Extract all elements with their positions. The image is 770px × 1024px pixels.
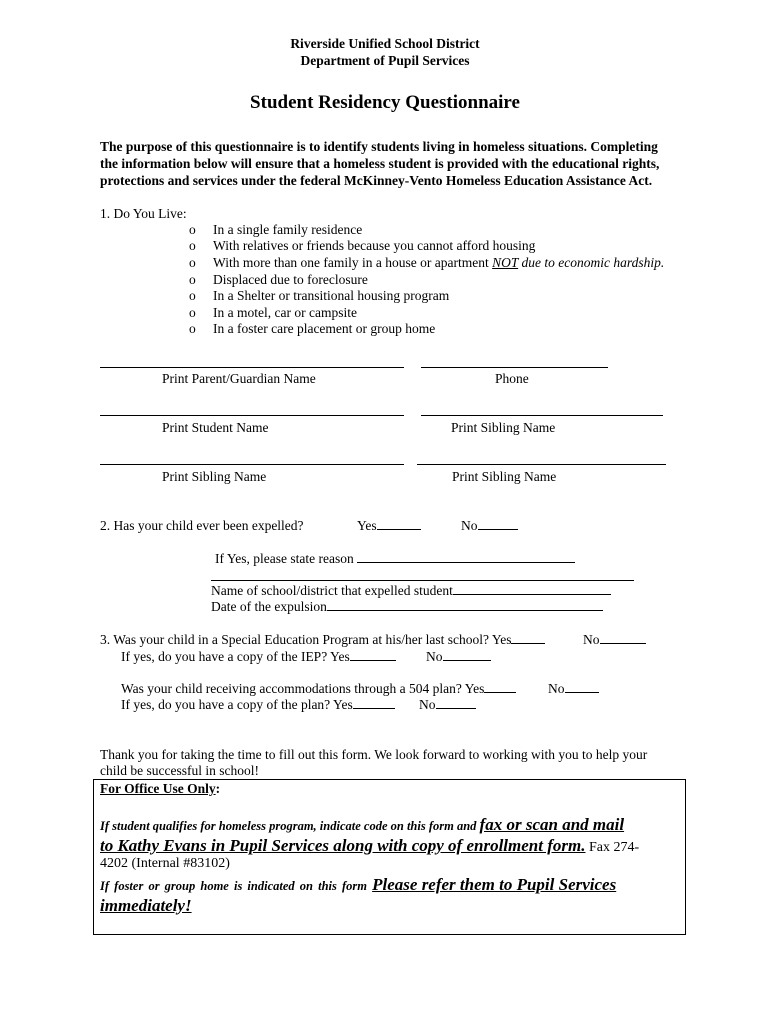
iep-label: If yes, do you have a copy of the IEP? Yes (121, 649, 350, 664)
plan-copy-label: If yes, do you have a copy of the plan? Yes (121, 697, 353, 712)
yes-blank[interactable] (377, 518, 421, 530)
no-blank[interactable] (443, 649, 491, 661)
school-label: Name of school/district that expelled student (211, 583, 453, 598)
q3-plan-copy-no[interactable] (419, 697, 476, 713)
no-label: No (583, 632, 600, 647)
option-main-text: With more than one family in a house or apartment (213, 255, 489, 270)
purpose-line-1: The purpose of this questionnaire is to identify students living in homeless situations. Completing (100, 139, 658, 154)
checkbox-bullet[interactable]: o (189, 288, 196, 303)
no-label: No (426, 649, 443, 664)
office-heading-text: For Office Use Only (100, 781, 216, 796)
office-line-4-hand: Please refer them to Pupil Services (372, 875, 617, 894)
phone-caption: Phone (495, 371, 529, 386)
office-line-2-hand: to Kathy Evans in Pupil Services along with copy of enrollment form. (100, 836, 586, 855)
office-line-4 (100, 875, 616, 895)
q3-plan-copy[interactable] (121, 697, 395, 713)
office-line-5 (100, 896, 192, 916)
office-line-4-lead: If foster or group home is indicated on this form (100, 879, 373, 893)
option-label: In a single family residence (213, 222, 363, 237)
option-label: With relatives or friends because you cannot afford housing (213, 238, 536, 253)
plan504-label: Was your child receiving accommodations through a 504 plan? Yes (121, 681, 485, 696)
reason-continuation-line[interactable] (211, 580, 634, 581)
student-name-caption: Print Student Name (162, 420, 269, 435)
checkbox-bullet[interactable]: o (189, 222, 196, 237)
checkbox-bullet[interactable]: o (189, 321, 196, 336)
school-blank[interactable] (453, 583, 611, 595)
iep-yes-blank[interactable] (350, 649, 396, 661)
q3-question-label: 3. Was your child in a Special Education Program at his/her last school? Yes (100, 632, 512, 647)
no-label: No (548, 681, 565, 696)
no-label: No (461, 518, 478, 533)
option-label: In a motel, car or campsite (213, 305, 357, 320)
office-line-1 (100, 815, 624, 835)
department-name: Department of Pupil Services (300, 53, 470, 68)
phone-line[interactable] (421, 367, 608, 368)
purpose-line-3: protections and services under the federal McKinney-Vento Homeless Education Assistance Act. (100, 173, 653, 188)
no-blank[interactable] (600, 632, 646, 644)
option-suffix: due to economic hardship. (518, 255, 665, 270)
thanks-line-2: child be successful in school! (100, 763, 259, 778)
q2-reason[interactable] (215, 551, 575, 567)
office-line-1-hand: fax or scan and mail (479, 815, 625, 834)
option-label: In a foster care placement or group home (213, 321, 436, 336)
checkbox-bullet[interactable]: o (189, 272, 196, 287)
reason-blank[interactable] (357, 551, 575, 563)
yes-label: Yes (357, 518, 377, 533)
page-title: Student Residency Questionnaire (250, 92, 520, 113)
purpose-line-2: the information below will ensure that a homeless student is provided with the educational rights, (100, 156, 660, 171)
thanks-line-1: Thank you for taking the time to fill out this form. We look forward to working with you to help your (100, 747, 648, 762)
office-line-2 (100, 836, 639, 856)
q3-question[interactable] (100, 632, 545, 648)
sibling-caption-3: Print Sibling Name (452, 469, 557, 484)
q3-504-no[interactable] (548, 681, 599, 697)
plan-copy-yes-blank[interactable] (353, 697, 395, 709)
q3-iep[interactable] (121, 649, 396, 665)
office-heading-colon: : (215, 781, 221, 796)
no-blank[interactable] (478, 518, 518, 530)
checkbox-bullet[interactable]: o (189, 255, 196, 270)
option-label: Displaced due to foreclosure (213, 272, 368, 287)
option-label: In a Shelter or transitional housing program (213, 288, 450, 303)
q3-504[interactable] (121, 681, 516, 697)
date-label: Date of the expulsion (211, 599, 327, 614)
no-label: No (419, 697, 436, 712)
student-name-line[interactable] (100, 415, 404, 416)
reason-label: If Yes, please state reason (215, 551, 354, 566)
no-blank[interactable] (436, 697, 476, 709)
q2-no[interactable] (461, 518, 518, 534)
q3-yes-blank[interactable] (511, 632, 545, 644)
plan504-yes-blank[interactable] (484, 681, 516, 693)
date-blank[interactable] (327, 599, 603, 611)
office-heading (100, 781, 220, 797)
q3-no[interactable] (583, 632, 646, 648)
office-line-1-lead: If student qualifies for homeless program, indicate code on this form and (100, 819, 480, 833)
sibling-line-2[interactable] (100, 464, 404, 465)
q3-iep-no[interactable] (426, 649, 491, 665)
sibling-caption-1: Print Sibling Name (451, 420, 556, 435)
district-name: Riverside Unified School District (290, 36, 480, 51)
q2-yes[interactable] (357, 518, 421, 534)
not-emphasis: NOT (492, 255, 519, 270)
checkbox-bullet[interactable]: o (189, 305, 196, 320)
q2-school[interactable] (211, 583, 611, 599)
q2-question: 2. Has your child ever been expelled? (100, 518, 304, 533)
no-blank[interactable] (565, 681, 599, 693)
checkbox-bullet[interactable]: o (189, 238, 196, 253)
office-fax: Fax 274- (585, 840, 640, 855)
sibling-line-1[interactable] (421, 415, 663, 416)
option-label (213, 255, 664, 271)
sibling-caption-2: Print Sibling Name (162, 469, 267, 484)
parent-name-line[interactable] (100, 367, 404, 368)
office-line-3: 4202 (Internal #83102) (100, 856, 230, 871)
q1-label: 1. Do You Live: (100, 206, 187, 221)
parent-name-caption: Print Parent/Guardian Name (162, 371, 316, 386)
sibling-line-3[interactable] (417, 464, 666, 465)
office-line-5-hand: immediately! (100, 896, 192, 915)
q2-date[interactable] (211, 599, 603, 615)
